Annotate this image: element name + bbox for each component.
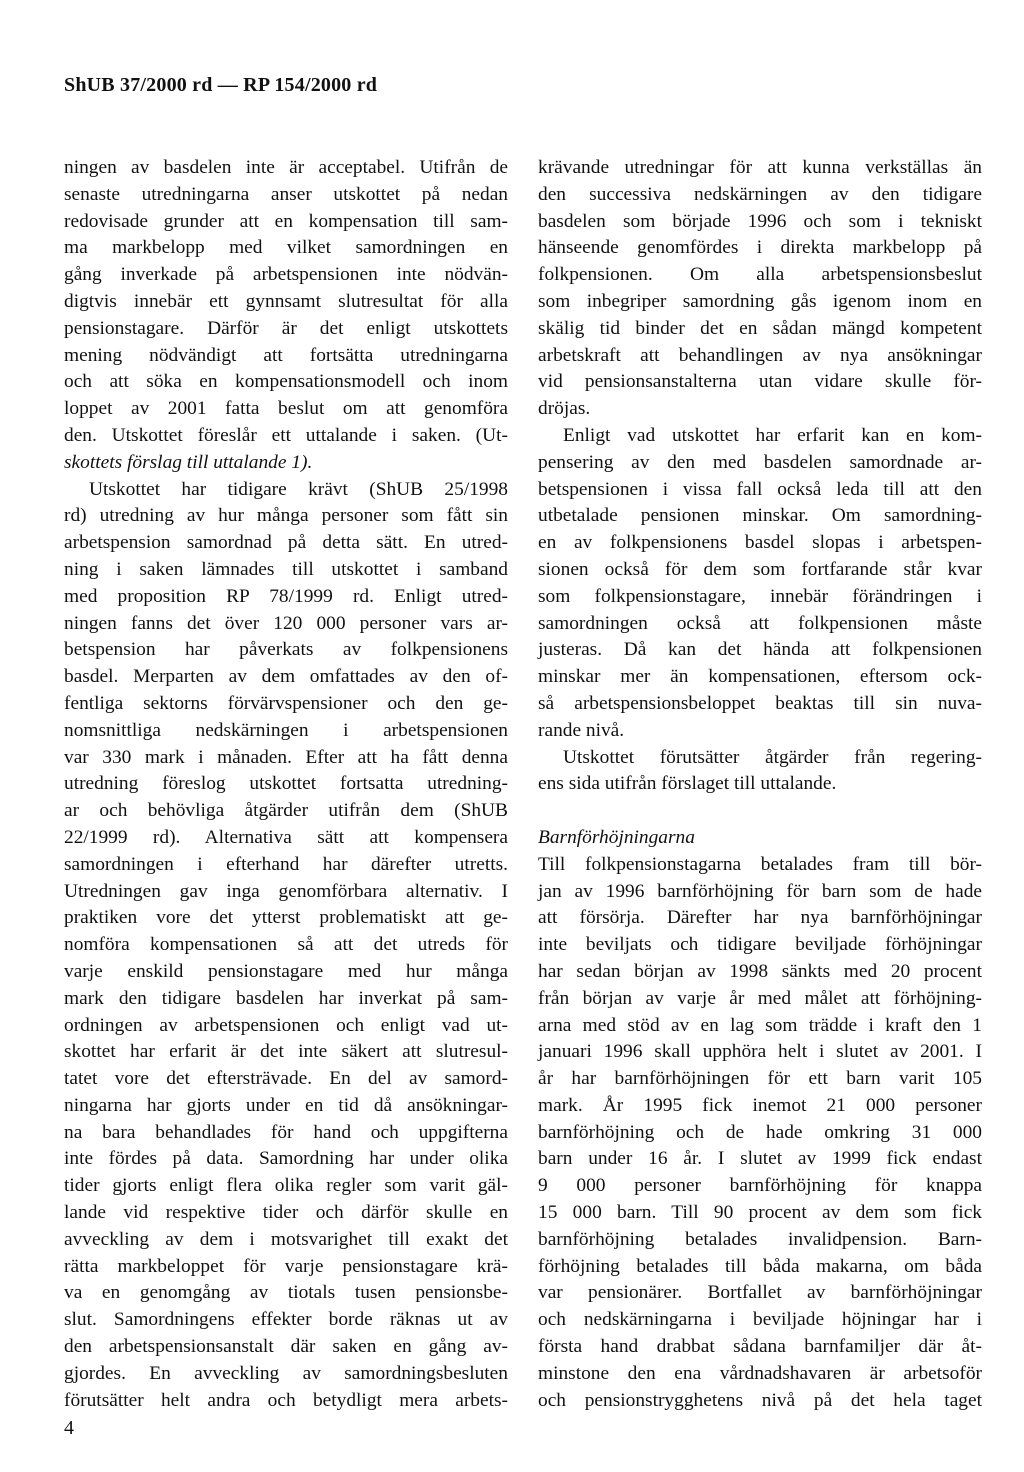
body-line: tatet vore det eftersträvade. En del av samord- xyxy=(64,1068,508,1090)
body-line: slut. Samordningens effekter borde räknas ut av xyxy=(64,1309,508,1331)
section-heading: Barnförhöjningarna xyxy=(538,826,695,848)
body-line: den successiva nedskärningen av den tidigare xyxy=(538,183,982,205)
body-line: Utskottet har tidigare krävt (ShUB 25/1998 xyxy=(89,478,508,500)
body-line: avveckling av dem i motsvarighet till exakt det xyxy=(64,1228,508,1250)
body-line: betspensionen i vissa fall också leda till att den xyxy=(538,478,982,500)
body-line: första hand drabbat sådana barnfamiljer där åt- xyxy=(538,1336,982,1358)
body-line: skottet har erfarit är det inte säkert att slutresul- xyxy=(64,1041,508,1063)
body-line: utredning föreslog utskottet fortsatta utredning- xyxy=(64,773,508,795)
body-line: som inbegriper samordning gås igenom inom en xyxy=(538,290,982,312)
body-line: dröjas. xyxy=(538,398,591,420)
body-line: 22/1999 rd). Alternativa sätt att kompensera xyxy=(64,826,508,848)
body-line: 9 000 personer barnförhöjning för knappa xyxy=(538,1175,982,1197)
body-line: loppet av 2001 fatta beslut om att genomföra xyxy=(64,398,508,420)
body-line: krävande utredningar för att kunna verkställas än xyxy=(538,157,982,178)
body-line: att försörja. Därefter har nya barnförhöjningar xyxy=(538,907,982,929)
body-line: arbetspension samordnad på detta sätt. En utred- xyxy=(64,532,508,554)
body-line: ma markbelopp med vilket samordningen en xyxy=(64,237,508,259)
body-line: mark den tidigare basdelen har inverkat på sam- xyxy=(64,987,508,1009)
body-line: justeras. Då kan det hända att folkpensionen xyxy=(538,639,982,661)
body-line: arna med stöd av en lag som trädde i kraft den 1 xyxy=(538,1014,982,1036)
body-line: samordningen i efterhand har därefter utretts. xyxy=(64,853,508,875)
body-line: barn under 16 år. I slutet av 1999 fick endast xyxy=(538,1148,982,1170)
body-line: rande nivå. xyxy=(538,719,625,741)
left-column xyxy=(64,155,508,1414)
body-line: som folkpensionstagare, innebär förändringen i xyxy=(538,585,982,607)
body-line: ningen fanns det över 120 000 personer vars ar- xyxy=(64,612,508,634)
section-spacer xyxy=(538,798,982,825)
body-line: barnförhöjning betalades invalidpension. Barn- xyxy=(538,1228,982,1250)
body-line: januari 1996 skall upphöra helt i slutet av 2001. I xyxy=(538,1041,982,1063)
body-line: har sedan början av 1998 sänkts med 20 procent xyxy=(538,960,982,982)
page-number: 4 xyxy=(64,1417,74,1439)
body-line: samordningen också att folkpensionen måste xyxy=(538,612,982,634)
body-line: den arbetspensionsanstalt där saken en gång av- xyxy=(64,1336,508,1358)
body-line: med proposition RP 78/1999 rd. Enligt utred- xyxy=(64,585,508,607)
body-line: na bara behandlades för hand och uppgifterna xyxy=(64,1121,508,1143)
body-line: förutsätter helt andra och betydligt mera arbets- xyxy=(64,1389,508,1411)
right-column xyxy=(538,155,982,1414)
body-line: skälig tid binder det en sådan mängd kompetent xyxy=(538,317,982,339)
body-line: folkpensionen. Om alla arbetspensionsbeslut xyxy=(538,264,982,286)
body-line: och nedskärningarna i beviljade höjningar har i xyxy=(538,1309,982,1331)
body-line-italic: skottets förslag till uttalande 1). xyxy=(64,451,313,473)
body-line: var pensionärer. Bortfallet av barnförhöjningar xyxy=(538,1282,982,1304)
body-line: ning i saken lämnades till utskottet i samband xyxy=(64,558,508,580)
body-line: barnförhöjning och de hade omkring 31 000 xyxy=(538,1121,982,1143)
body-line: ningen av basdelen inte är acceptabel. Utifrån de xyxy=(64,157,508,178)
body-line: jan av 1996 barnförhöjning för barn som de hade xyxy=(538,880,982,902)
body-line: var 330 mark i månaden. Efter att ha fått denna xyxy=(64,746,508,768)
body-line: så arbetspensionsbeloppet beaktas till sin nuva- xyxy=(538,692,982,714)
body-line: minstone den ena vårdnadshavaren är arbetsoför xyxy=(538,1362,982,1384)
body-line: ar och behövliga åtgärder utifrån dem (ShUB xyxy=(64,800,508,822)
body-line: 15 000 barn. Till 90 procent av dem som fick xyxy=(538,1202,982,1224)
body-line: praktiken vore det ytterst problematiskt att ge- xyxy=(64,907,508,929)
body-line: nomföra kompensationen så att det utreds för xyxy=(64,934,508,956)
body-line: va en genomgång av tiotals tusen pensionsbe- xyxy=(64,1282,508,1304)
body-line: Till folkpensionstagarna betalades fram till bör- xyxy=(538,853,982,875)
body-line: redovisade grunder att en kompensation till sam- xyxy=(64,210,508,232)
body-line: och att söka en kompensationsmodell och inom xyxy=(64,371,508,393)
body-line: senaste utredningarna anser utskottet på nedan xyxy=(64,183,508,205)
body-line: från början av varje år med målet att förhöjning- xyxy=(538,987,982,1009)
body-line: förhöjning betalades till båda makarna, om båda xyxy=(538,1255,982,1277)
body-line: gång inverkade på arbetspensionen inte nödvän- xyxy=(64,264,508,286)
running-header: ShUB 37/2000 rd — RP 154/2000 rd xyxy=(64,74,378,96)
body-line: tider gjorts enligt flera olika regler som varit gäl- xyxy=(64,1175,508,1197)
body-line: vid pensionsanstalterna utan vidare skulle för- xyxy=(538,371,982,393)
body-line: ningarna har gjorts under en tid då ansökningar- xyxy=(64,1094,508,1116)
body-line: nomsnittliga nedskärningen i arbetspensionen xyxy=(64,719,508,741)
body-line: sionen också för dem som fortfarande står kvar xyxy=(538,558,982,580)
body-line: mark. År 1995 fick inemot 21 000 personer xyxy=(538,1094,982,1116)
body-line: gjordes. En avveckling av samordningsbesluten xyxy=(64,1362,508,1384)
body-line: pensering av den med basdelen samordnade ar- xyxy=(538,451,982,473)
body-line: en av folkpensionens basdel slopas i arbetspen- xyxy=(538,532,982,554)
body-line: lande vid respektive tider och därför skulle en xyxy=(64,1202,508,1224)
body-line: Utskottet förutsätter åtgärder från regering- xyxy=(563,746,982,768)
body-line: rd) utredning av hur många personer som fått sin xyxy=(64,505,508,527)
body-line: digtvis innebär ett gynnsamt slutresultat för alla xyxy=(64,290,508,312)
body-line: pensionstagare. Därför är det enligt utskottets xyxy=(64,317,508,339)
body-line: ordningen av arbetspensionen och enligt vad ut- xyxy=(64,1014,508,1036)
body-line: inte fördes på data. Samordning har under olika xyxy=(64,1148,508,1170)
body-line: fentliga sektorns förvärvspensioner och den ge- xyxy=(64,692,508,714)
body-line: betspension har påverkats av folkpensionens xyxy=(64,639,508,661)
body-line: den. Utskottet föreslår ett uttalande i saken. (Ut- xyxy=(64,424,508,446)
body-line: Enligt vad utskottet har erfarit kan en kom- xyxy=(563,424,982,446)
body-line: mening nödvändigt att fortsätta utredningarna xyxy=(64,344,508,366)
body-line: basdelen som började 1996 och som i tekniskt xyxy=(538,210,982,232)
body-line: arbetskraft att behandlingen av nya ansökningar xyxy=(538,344,982,366)
body-line: rätta markbeloppet för varje pensionstagare krä- xyxy=(64,1255,508,1277)
body-line: utbetalade pensionen minskar. Om samordning- xyxy=(538,505,982,527)
body-line: och pensionstrygghetens nivå på det hela taget xyxy=(538,1389,982,1411)
body-line: basdel. Merparten av dem omfattades av den of- xyxy=(64,666,508,688)
body-line: minskar mer än kompensationen, eftersom ock- xyxy=(538,666,982,688)
body-line: år har barnförhöjningen för ett barn varit 105 xyxy=(538,1068,982,1090)
body-line: hänseende genomfördes i direkta markbelopp på xyxy=(538,237,982,259)
body-line: inte beviljats och tidigare beviljade förhöjningar xyxy=(538,934,982,956)
body-line: Utredningen gav inga genomförbara alternativ. I xyxy=(64,880,508,902)
body-line: varje enskild pensionstagare med hur många xyxy=(64,960,508,982)
body-line: ens sida utifrån förslaget till uttalande. xyxy=(538,773,837,795)
